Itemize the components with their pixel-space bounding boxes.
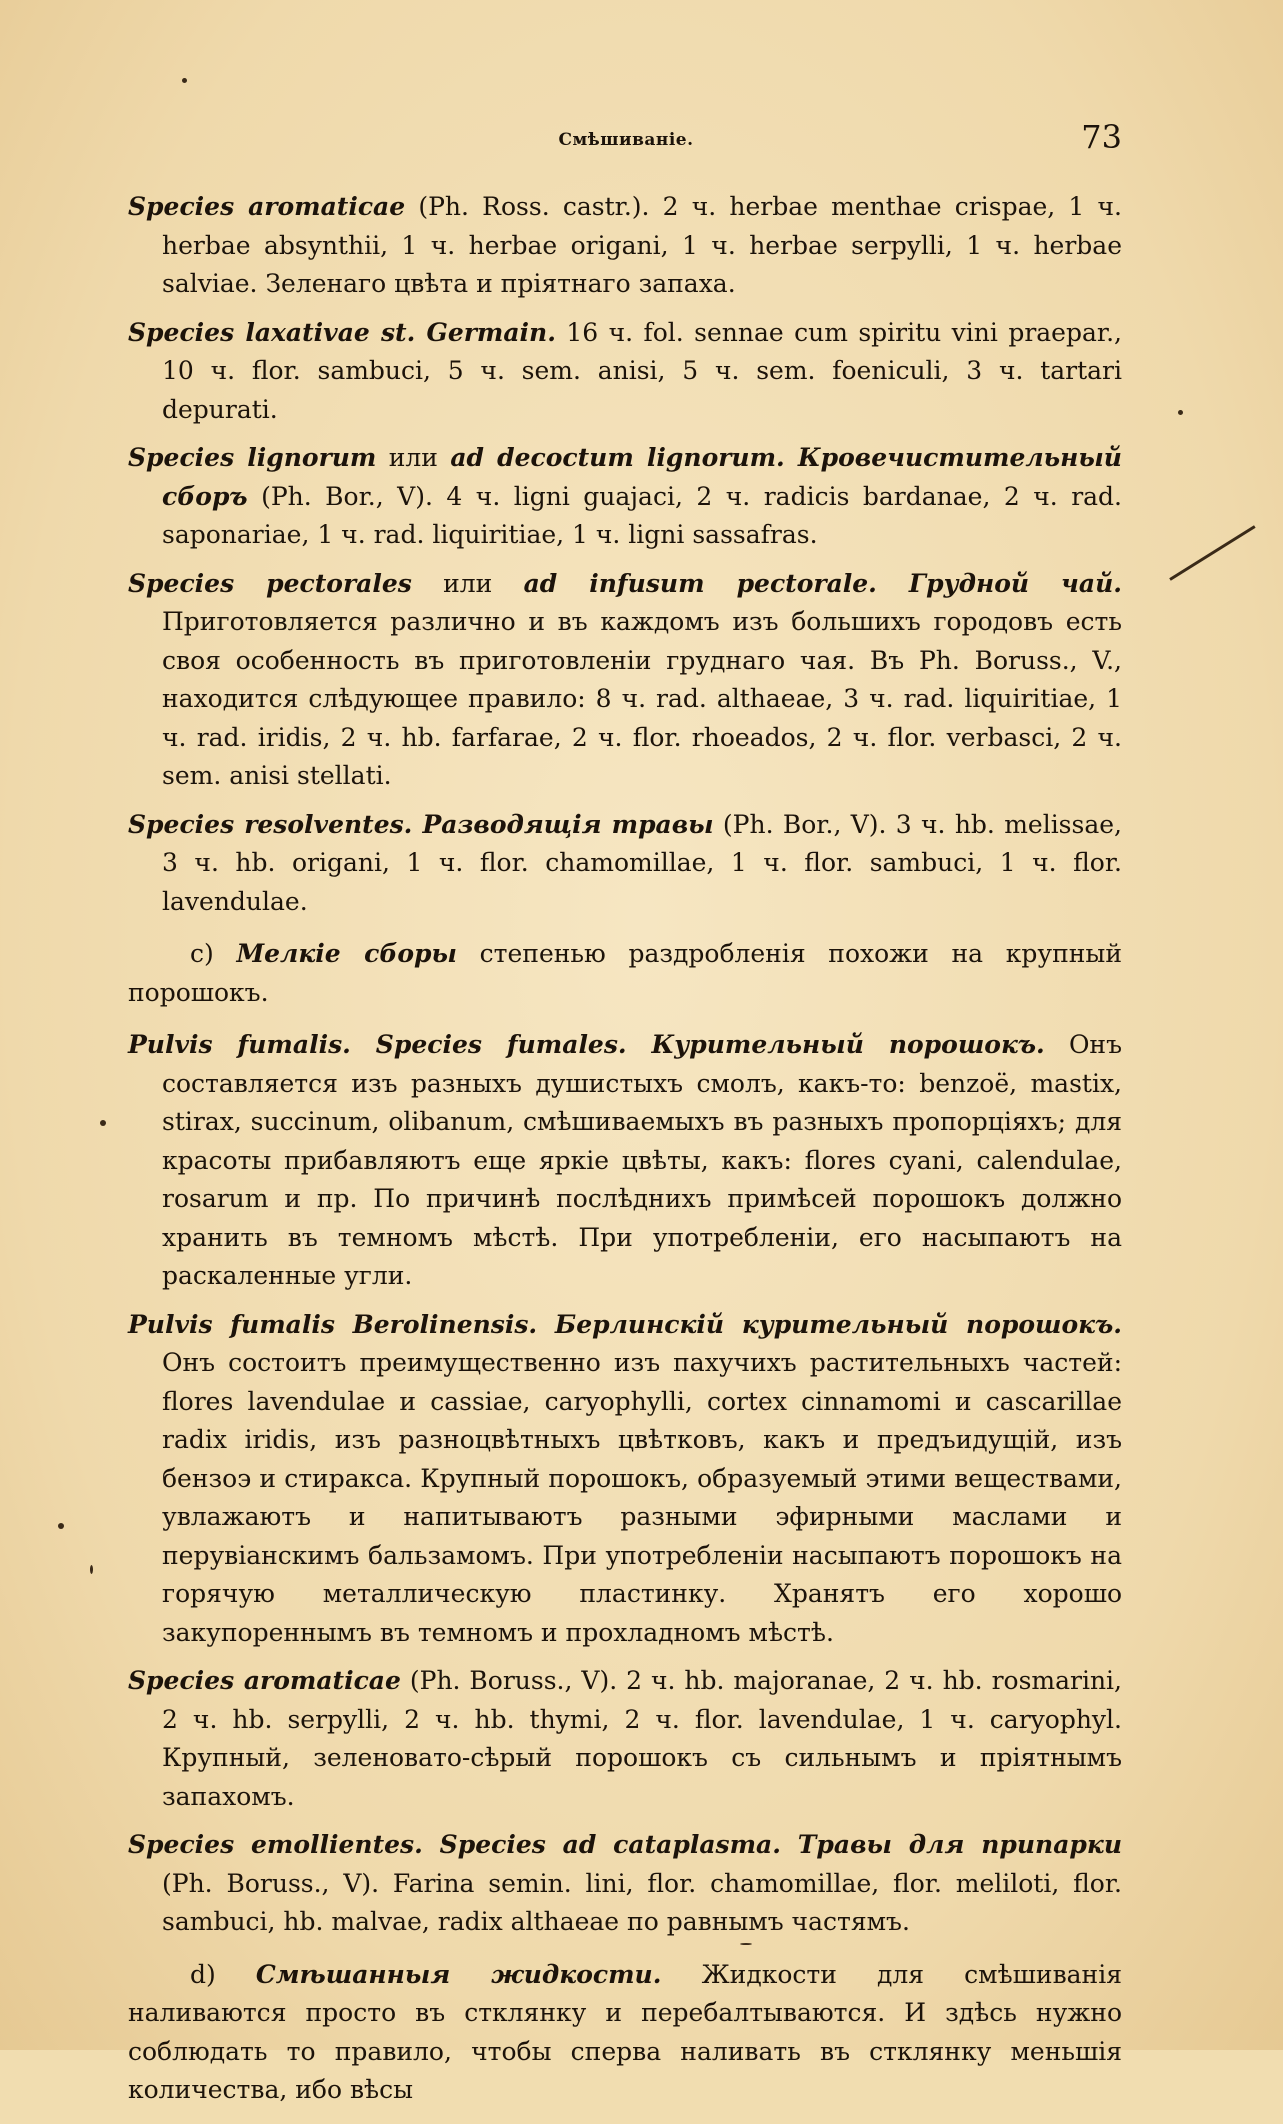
entry-species-pectorales — [128, 565, 1122, 796]
entry-species-laxativae — [128, 314, 1122, 430]
entry-text: Онъ составляется изъ разныхъ душистыхъ смолъ, какъ-то: benzoë, mastix, stirax, succinum, olibanum, смѣшиваемыхъ въ разныхъ пропорціяхъ; для красоты прибавляютъ еще яркіе цвѣты, какъ: flores cyani, calendulae, rosarum и пр. По причинѣ послѣднихъ примѣсей порошокъ должно хранить въ темномъ мѣстѣ. При употребленіи, его насыпаютъ на раскаленные угли. — [162, 1030, 1123, 1290]
ink-speck — [100, 1120, 106, 1126]
entry-text: (Ph. Ross. castr.). 2 ч. herbae menthae crispae, 1 ч. herbae absynthii, 1 ч. herbae origani, 1 ч. herbae serpylli, 1 ч. herbae salviae. Зеленаго цвѣта и пріятнаго запаха. — [162, 192, 1122, 298]
entry-text: (Ph. Boruss., V). 2 ч. hb. majoranae, 2 ч. hb. rosmarini, 2 ч. hb. serpylli, 2 ч. hb. thymi, 2 ч. flor. lavendulae, 1 ч. caryophyl. Крупный, зеленовато-сѣрый порошокъ съ сильнымъ и пріятнымъ запахомъ. — [162, 1666, 1122, 1811]
entry-species-aromaticae-ross — [128, 188, 1122, 304]
entry-text: Онъ состоитъ преимущественно изъ пахучихъ растительныхъ частей: flores lavendulae и cassiae, caryophylli, cortex cinnamomi и cascarillae radix iridis, изъ разноцвѣтныхъ цвѣтковъ, какъ и предъидущій, изъ бензоэ и стиракса. Крупный порошокъ, образуемый этими веществами, увлажаютъ и напитываютъ разными эфирными маслами и перувіанскимъ бальзамомъ. При употребленіи насыпаютъ порошокъ на горячую металлическую пластинку. Хранятъ его хорошо закупореннымъ въ темномъ и прохладномъ мѣстѣ. — [162, 1348, 1122, 1647]
entry-title: Species emollientes. Species ad cataplasma. Травы для припарки — [128, 1830, 1122, 1859]
section-heading: Смѣшанныя жидкости. — [255, 1959, 662, 1989]
entry-title: Species pectorales — [128, 568, 412, 598]
running-title: Смѣшиваніе. — [558, 130, 694, 150]
section-text: Жидкости для смѣшиванія наливаются просто въ стклянку и перебалтываются. И здѣсь нужно соблюдать то правило, чтобы сперва наливать въ стклянку меньшія количества, ибо вѣсы — [128, 1959, 1122, 2104]
entry-title: Pulvis fumalis Berolinensis. Берлинскій курительный порошокъ. — [128, 1309, 1122, 1339]
section-d-paragraph — [128, 1956, 1122, 2110]
section-letter: c) — [190, 939, 237, 968]
page-body — [128, 188, 1122, 2124]
entry-connector: или — [376, 443, 451, 472]
entry-title: Species aromaticae — [128, 1666, 401, 1695]
entry-text: Приготовляется различно и въ каждомъ изъ большихъ городовъ есть своя особенность въ приготовленіи груднаго чая. Въ Ph. Boruss., V., находится слѣдующее правило: 8 ч. rad. althaeae, 3 ч. rad. liquiritiae, 1 ч. rad. iridis, 2 ч. hb. farfarae, 2 ч. flor. rhoeados, 2 ч. flor. verbasci, 2 ч. sem. anisi stellati. — [162, 607, 1122, 790]
entry-species-emollientes — [128, 1826, 1122, 1942]
entry-pulvis-fumalis-berolinensis — [128, 1306, 1122, 1653]
entry-text: 16 ч. fol. sennae cum spiritu vini praepar., 10 ч. flor. sambuci, 5 ч. sem. anisi, 5 ч. sem. foeniculi, 3 ч. tartari depurati. — [162, 317, 1122, 424]
page-number: 73 — [1081, 118, 1122, 156]
entry-species-lignorum — [128, 439, 1122, 555]
pencil-mark — [1169, 525, 1255, 581]
section-letter: d) — [190, 1959, 256, 1989]
entry-text: (Ph. Bor., V). 3 ч. hb. melissae, 3 ч. hb. origani, 1 ч. flor. chamomillae, 1 ч. flor. sambuci, 1 ч. flor. lavendulae. — [162, 809, 1122, 916]
section-heading: Мелкіе сборы — [236, 939, 457, 968]
entry-text: (Ph. Boruss., V). Farina semin. lini, flor. chamomillae, flor. meliloti, flor. sambuci, hb. malvae, radix althaeae по равнымъ частямъ. — [162, 1868, 1122, 1936]
section-text: степенью раздробленія похожи на крупный порошокъ. — [128, 939, 1122, 1007]
entry-title: Species resolventes. Разводящія травы — [128, 809, 714, 839]
entry-title: Species laxativae st. Germain. — [128, 317, 556, 347]
ink-speck — [740, 1943, 752, 1945]
ink-speck — [182, 78, 187, 83]
ink-speck — [1178, 410, 1183, 415]
ink-speck — [58, 1523, 64, 1529]
entry-species-resolventes — [128, 806, 1122, 922]
page-header — [130, 118, 1122, 158]
section-c-paragraph — [128, 935, 1122, 1012]
ink-speck — [90, 1565, 93, 1574]
entry-species-aromaticae-boruss — [128, 1662, 1122, 1816]
entry-subtitle: ad infusum pectorale. Грудной чай. — [523, 568, 1122, 598]
entry-title: Species lignorum — [128, 443, 377, 472]
entry-text: (Ph. Bor., V). 4 ч. ligni guajaci, 2 ч. radicis bardanae, 2 ч. rad. saponariae, 1 ч. rad. liquiritiae, 1 ч. ligni sassafras. — [162, 481, 1122, 549]
entry-subtitle: ad decoctum lignorum. Кровечистительный сборъ — [162, 443, 1122, 511]
entry-title: Pulvis fumalis. Species fumales. Курительный порошокъ. — [128, 1030, 1045, 1059]
entry-title: Species aromaticae — [128, 192, 406, 221]
entry-pulvis-fumalis — [128, 1026, 1122, 1296]
entry-connector: или — [411, 568, 524, 598]
